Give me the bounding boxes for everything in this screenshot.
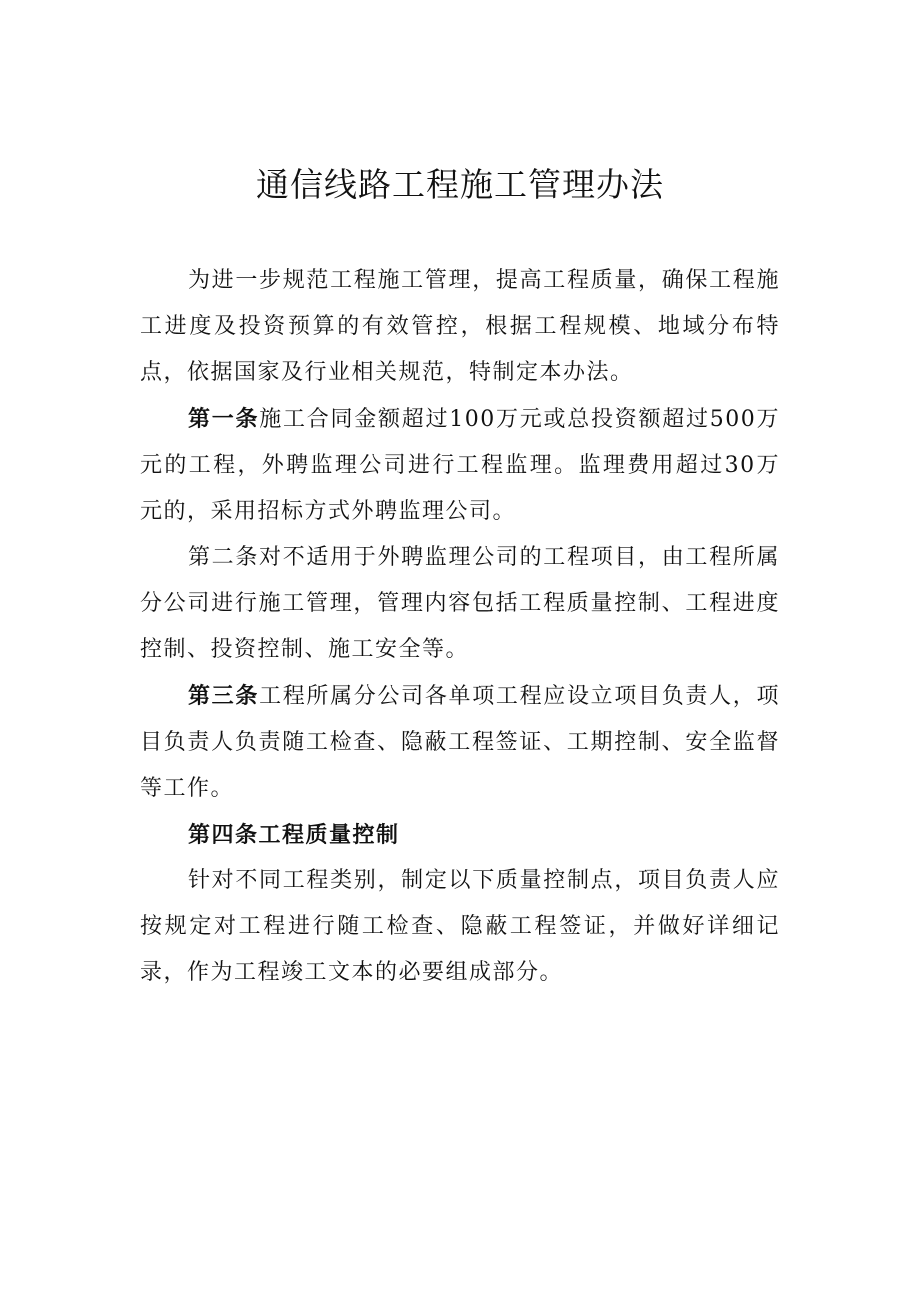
article-1-text: 施工合同金额超过100万元或总投资额超过500万元的工程，外聘监理公司进行工程监理。监理费用超过30万元的，采用招标方式外聘监理公司。 bbox=[140, 407, 780, 524]
article-4-paragraph: 针对不同工程类别，制定以下质量控制点，项目负责人应按规定对工程进行随工检查、隐蔽工程签证，并做好详细记录，作为工程竣工文本的必要组成部分。 bbox=[140, 868, 780, 985]
article-3-label: 第三条 bbox=[188, 683, 260, 709]
article-1-paragraph bbox=[140, 396, 780, 535]
document-title: 通信线路工程施工管理办法 bbox=[256, 165, 664, 204]
document-body bbox=[140, 258, 780, 996]
article-3-paragraph bbox=[140, 673, 780, 812]
article-2-paragraph: 第二条对不适用于外聘监理公司的工程项目，由工程所属分公司进行施工管理，管理内容包括工程质量控制、工程进度控制、投资控制、施工安全等。 bbox=[140, 545, 780, 662]
article-1-label: 第一条 bbox=[188, 406, 260, 432]
article-4-heading: 第四条工程质量控制 bbox=[188, 822, 400, 848]
article-3-text: 工程所属分公司各单项工程应设立项目负责人，项目负责人负责随工检查、隐蔽工程签证、工期控制、安全监督等工作。 bbox=[140, 684, 780, 801]
intro-paragraph: 为进一步规范工程施工管理，提高工程质量，确保工程施工进度及投资预算的有效管控，根据工程规模、地域分布特点，依据国家及行业相关规范，特制定本办法。 bbox=[140, 268, 780, 385]
